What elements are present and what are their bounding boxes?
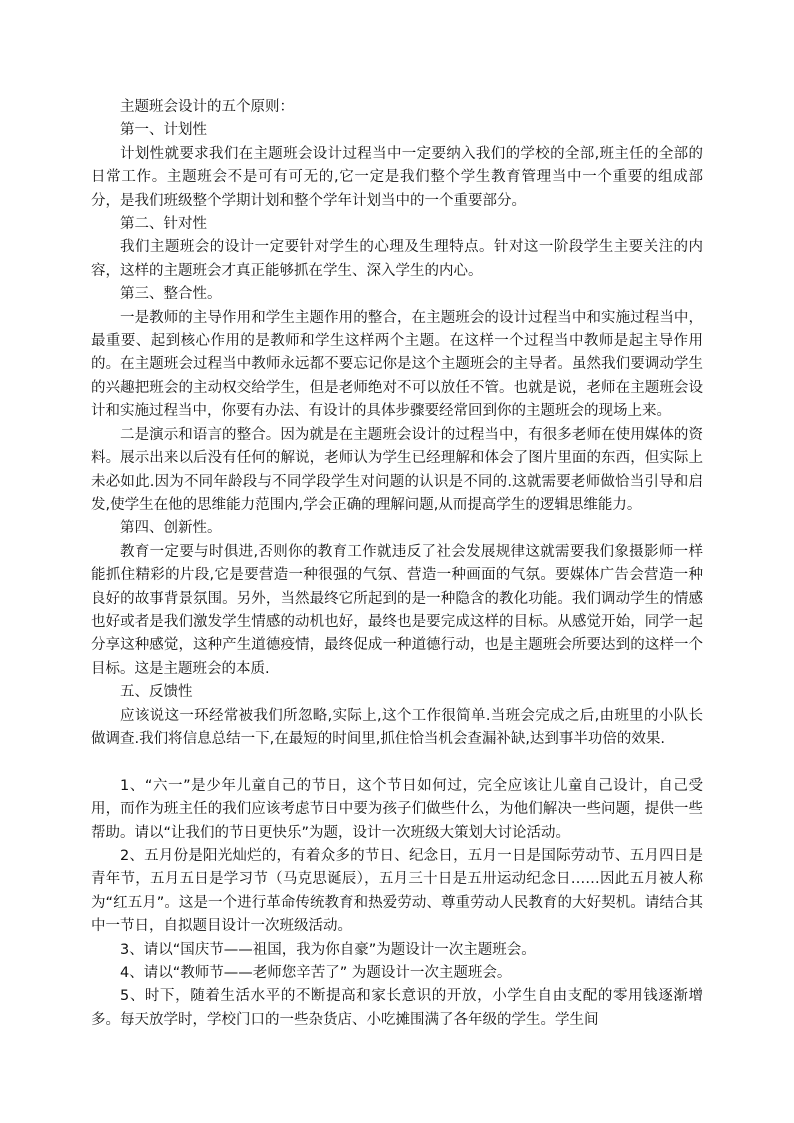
question-item: 5、时下，随着生活水平的不断提高和家长意识的开放，小学生自由支配的零用钱逐渐增多。每天放学时，学校门口的一些杂货店、小吃摊围满了各年级的学生。学生间 [91, 988, 703, 1028]
section-paragraph-innovation: 教育一定要与时俱进,否则你的教育工作就违反了社会发展规律这就需要我们象摄影师一样能抓住精彩的片段,它是要营造一种很强的气氛、营造一种画面的气氛。要媒体广告会营造一种良好的故事背景氛围。另外，当然最终它所起到的是一种隐含的教化功能。我们调动学生的情感也好或者是我们激发学生情感的动机也好，最终也是要完成这样的目标。从感觉开始，同学一起分享这种感觉，这种产生道德疫情，最终促成一种道德行动，也是主题班会所要达到的这样一个目标。这是主题班会的本质. [91, 543, 703, 677]
section-paragraph-planning: 计划性就要求我们在主题班会设计过程当中一定要纳入我们的学校的全部,班主任的全部的日常工作。主题班会不是可有可无的,它一定是我们整个学生教育管理当中一个重要的组成部分，是我们班级整个学期计划和整个学年计划当中的一个重要部分。 [91, 145, 703, 209]
blank-line [91, 751, 703, 774]
section-paragraph-integration-1: 一是教师的主导作用和学生主题作用的整合，在主题班会的设计过程当中和实施过程当中，最重要、起到核心作用的是教师和学生这样两个主题。在这样一个过程当中教师是起主导作用的。在主题班会过程当中教师永远都不要忘记你是这个主题班会的主导者。虽然我们要调动学生的兴趣把班会的主动权交给学生，但是老师绝对不可以放任不管。也就是说，老师在主题班会设计和实施过程当中，你要有办法、有设计的具体步骤要经常回到你的主题班会的现场上来。 [91, 309, 703, 420]
section-heading-targeting: 第二、针对性 [120, 216, 207, 233]
section-paragraph-integration-2: 二是演示和语言的整合。因为就是在主题班会设计的过程当中，有很多老师在使用媒体的资料。展示出来以后没有任何的解说，老师认为学生已经理解和体会了图片里面的东西，但实际上未必如此.因为不同年龄段与不同学段学生对问题的认识是不同的.这就需要老师做恰当引导和启发,使学生在他的思维能力范围内,学会正确的理解问题,从而提高学生的逻辑思维能力。 [91, 426, 703, 513]
section-heading-innovation: 第四、创新性。 [120, 520, 222, 537]
section-heading-integration: 第三、整合性。 [120, 286, 222, 303]
section-paragraph-targeting: 我们主题班会的设计一定要针对学生的心理及生理特点。针对这一阶段学生主要关注的内容，这样的主题班会才真正能够抓在学生、深入学生的内心。 [91, 239, 703, 279]
document-title: 主题班会设计的五个原则： [120, 99, 294, 115]
document-page [91, 96, 703, 1032]
section-heading-feedback: 五、反馈性 [120, 684, 193, 701]
question-item: 4、请以“教师节——老师您辛苦了” 为题设计一次主题班会。 [120, 965, 512, 982]
section-paragraph-feedback: 应该说这一环经常被我们所忽略,实际上,这个工作很简单.当班会完成之后,由班里的小队长做调查.我们将信息总结一下,在最短的时间里,抓住恰当机会查漏补缺,达到事半功倍的效果. [91, 707, 703, 747]
question-item: 2、五月份是阳光灿烂的，有着众多的节日、纪念日，五月一日是国际劳动节、五月四日是青年节，五月五日是学习节（马克思诞辰），五月三十日是五卅运动纪念日……因此五月被人称为“红五月”。这是一个进行革命传统教育和热爱劳动、尊重劳动人民教育的大好契机。请结合其中一节日，自拟题目设计一次班级活动。 [91, 847, 703, 935]
question-item: 3、请以“国庆节——祖国，我为你自豪”为题设计一次主题班会。 [120, 941, 536, 958]
question-item: 1、“六一”是少年儿童自己的节日，这个节日如何过，完全应该让儿童自己设计，自己受用，而作为班主任的我们应该考虑节日中要为孩子们做些什么，为他们解决一些问题，提供一些帮助。请以“让我们的节日更快乐”为题，设计一次班级大策划大讨论活动。 [91, 777, 703, 841]
section-heading-planning: 第一、计划性 [120, 122, 207, 139]
